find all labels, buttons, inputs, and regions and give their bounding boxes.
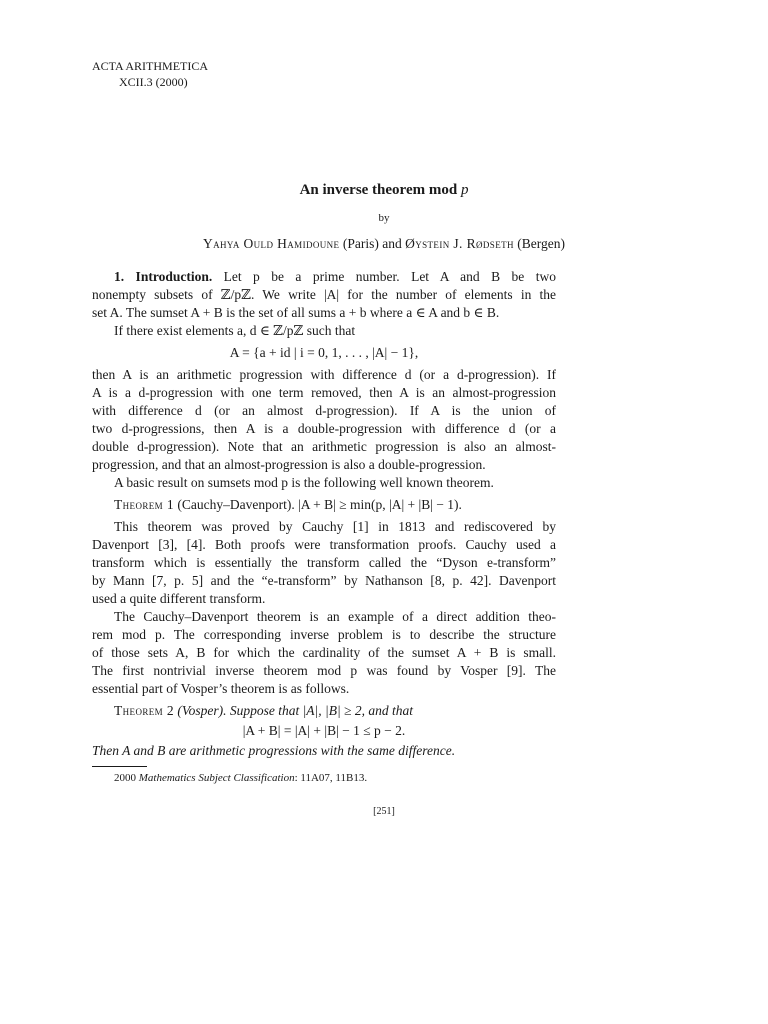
- theorem-1-label: Theorem 1: [114, 497, 174, 512]
- author-2-affiliation: (Bergen): [513, 236, 566, 251]
- paragraph-line: two d-progressions, then A is a double-progression with difference d (or a: [92, 421, 556, 436]
- section-heading: 1. Introduction.: [114, 269, 213, 284]
- page-number: [251]: [373, 806, 395, 817]
- display-equation: A = {a + id | i = 0, 1, . . . , |A| − 1},: [229, 345, 419, 360]
- paragraph-line: double d-progression). Note that an arithmetic progression is also an almost-: [92, 439, 556, 454]
- paragraph-line: The first nontrivial inverse theorem mod p was found by Vosper [9]. The: [92, 663, 556, 678]
- footnote-codes: : 11A07, 11B13.: [294, 772, 368, 784]
- paper-title: [0, 182, 768, 199]
- author-1-affiliation: (Paris) and: [339, 236, 406, 251]
- theorem-1-text: (Cauchy–Davenport). |A + B| ≥ min(p, |A| + |B| − 1).: [173, 497, 462, 512]
- paragraph-line: rem mod p. The corresponding inverse problem is to describe the structure: [92, 627, 556, 642]
- author-1: Yahya Ould Hamidoune: [202, 236, 340, 251]
- footnote-year: 2000: [114, 772, 139, 784]
- paragraph-line: A is a d-progression with one term removed, then A is an almost-progression: [92, 385, 556, 400]
- theorem-1: [114, 496, 556, 514]
- paper-title-variable: p: [460, 182, 469, 198]
- paragraph-line: set A. The sumset A + B is the set of all sums a + b where a ∈ A and b ∈ B.: [92, 305, 500, 320]
- paragraph-line: This theorem was proved by Cauchy [1] in 1813 and rediscovered by: [114, 519, 556, 534]
- author-2: Øystein J. Rødseth: [405, 236, 514, 251]
- paragraph-line: A basic result on sumsets mod p is the following well known theorem.: [114, 475, 494, 490]
- theorem-2-text: (Vosper). Suppose that |A|, |B| ≥ 2, and that: [173, 703, 413, 718]
- paragraph-line: by Mann [7, p. 5] and the “e-transform” by Nathanson [8, p. 42]. Davenport: [92, 573, 556, 588]
- paragraph-line: used a quite different transform.: [92, 591, 266, 606]
- paper-title-text: An inverse theorem mod: [299, 182, 461, 198]
- display-equation: |A + B| = |A| + |B| − 1 ≤ p − 2.: [242, 723, 406, 738]
- paragraph-line: essential part of Vosper’s theorem is as follows.: [92, 681, 350, 696]
- paragraph-line: 1. Introduction. Let p be a prime number. Let A and B be two: [114, 269, 556, 284]
- byline: by: [378, 212, 390, 224]
- journal-header: [92, 58, 208, 90]
- theorem-2: [114, 702, 556, 720]
- authors: [0, 236, 768, 252]
- paragraph-line: of those sets A, B for which the cardinality of the sumset A + B is small.: [92, 645, 556, 660]
- paragraph-line: progression, and that an almost-progression is also a double-progression.: [92, 457, 486, 472]
- paragraph-line: then A is an arithmetic progression with difference d (or a d-progression). If: [92, 367, 556, 382]
- journal-name: ACTA ARITHMETICA: [92, 59, 209, 73]
- footnote: [114, 772, 367, 784]
- journal-volume: XCII.3 (2000): [119, 75, 188, 89]
- footnote-label: Mathematics Subject Classification: [138, 772, 295, 784]
- theorem-2-conclusion: Then A and B are arithmetic progressions with the same difference.: [92, 743, 456, 758]
- paragraph-line: nonempty subsets of ℤ/pℤ. We write |A| for the number of elements in the: [92, 287, 556, 302]
- paragraph-line: with difference d (or an almost d-progression). If A is the union of: [92, 403, 556, 418]
- footnote-rule: [92, 766, 147, 767]
- paragraph-line: The Cauchy–Davenport theorem is an example of a direct addition theo-: [114, 609, 556, 624]
- paragraph-line: Davenport [3], [4]. Both proofs were transformation proofs. Cauchy used a: [92, 537, 556, 552]
- paragraph-line: transform which is essentially the transform called the “Dyson e-transform”: [92, 555, 556, 570]
- paragraph-line: If there exist elements a, d ∈ ℤ/pℤ such that: [114, 323, 356, 338]
- theorem-2-label: Theorem 2: [114, 703, 174, 718]
